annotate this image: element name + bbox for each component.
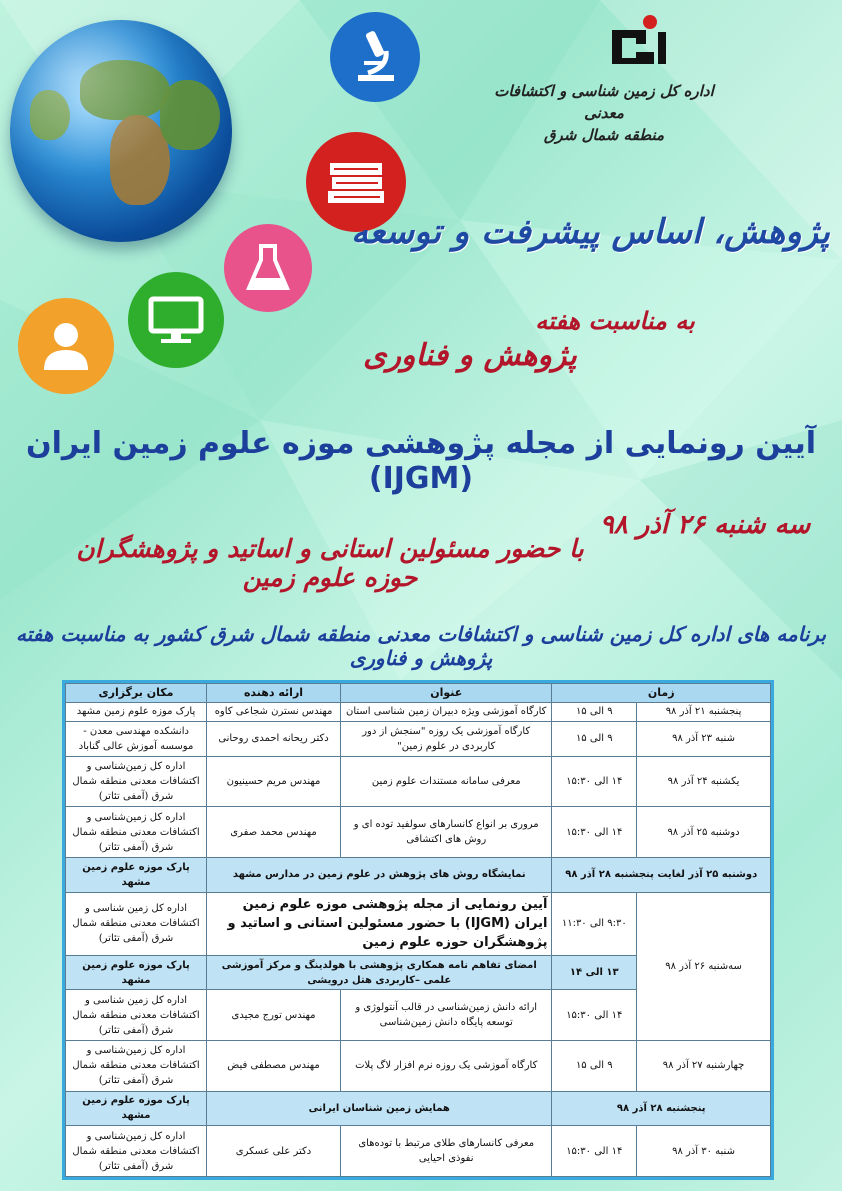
col-header-place: مکان برگزاری: [66, 684, 207, 703]
user-icon: [18, 298, 114, 394]
cell-hour: ۹:۳۰ الی ۱۱:۳۰: [552, 892, 637, 955]
cell-day: پنجشنبه ۲۸ آذر ۹۸: [552, 1091, 771, 1126]
main-title: آیین رونمایی از مجله پژوهشی موزه علوم زمین ایران (IJGM): [25, 426, 817, 496]
cell-place: اداره کل زمین شناسی و اکتشافات معدنی منطقه شمال شرق (آمفی تئاتر): [66, 892, 207, 955]
table-row: [66, 702, 771, 721]
cell-place: دانشکده مهندسی معدن - موسسه آموزش عالی گناباد: [66, 721, 207, 756]
table-header-row: [66, 684, 771, 703]
table-row: [66, 1041, 771, 1092]
cell-day: یکشنبه ۲۴ آذر ۹۸: [637, 756, 771, 807]
org-line-2: منطقه شمال شرق: [543, 126, 665, 144]
cell-place: اداره کل زمین شناسی و اکتشافات معدنی منطقه شمال شرق (آمفی تئاتر): [66, 990, 207, 1041]
schedule-table: [65, 683, 771, 1177]
org-line-1: اداره کل زمین شناسی و اکتشافات معدنی: [494, 82, 714, 122]
monitor-icon: [128, 272, 224, 368]
cell-presenter: مهندس محمد صفری: [207, 807, 341, 858]
slogan: پژوهش، اساس پیشرفت و توسعه: [350, 212, 830, 252]
cell-day: دوشنبه ۲۵ آذر ۹۸: [637, 807, 771, 858]
cell-presenter: دکتر علی عسکری: [207, 1126, 341, 1177]
cell-title: کارگاه آموزشی یک روزه نرم افزار لاگ پلات: [340, 1041, 552, 1092]
cell-presenter: دکتر ریحانه احمدی روحانی: [207, 721, 341, 756]
cell-title: معرفی سامانه مستندات علوم زمین: [340, 756, 552, 807]
cell-hour: ۹ الی ۱۵: [552, 702, 637, 721]
cell-place: پارک موزه علوم زمین مشهد: [66, 857, 207, 892]
organization-name: [474, 80, 734, 146]
cell-title: همایش زمین شناسان ایرانی: [207, 1091, 552, 1126]
cell-title: امضای تفاهم نامه همکاری پژوهشی با هولدینگ و مرکز آموزشی علمی –کاربردی هتل درویشی: [207, 955, 552, 990]
cell-hour: ۹ الی ۱۵: [552, 1041, 637, 1092]
cell-hour: ۱۴ الی ۱۵:۳۰: [552, 1126, 637, 1177]
cell-day: شنبه ۳۰ آذر ۹۸: [637, 1126, 771, 1177]
cell-day: سه‌شنبه ۲۶ آذر ۹۸: [637, 892, 771, 1041]
cell-title: ارائه دانش زمین‌شناسی در قالب آنتولوژی و توسعه پایگاه دانش زمین‌شناسی: [340, 990, 552, 1041]
table-row: [66, 1126, 771, 1177]
cell-day: شنبه ۲۳ آذر ۹۸: [637, 721, 771, 756]
schedule-table-frame: [62, 680, 774, 1180]
col-header-time: زمان: [552, 684, 771, 703]
table-row: [66, 756, 771, 807]
cell-place: اداره کل زمین‌شناسی و اکتشافات معدنی منطقه شمال شرق (آمفی تئاتر): [66, 1041, 207, 1092]
occasion-line-2: پژوهش و فناوری: [363, 338, 577, 373]
table-row-highlight: [66, 1091, 771, 1126]
cell-hour: ۱۴ الی ۱۵:۳۰: [552, 990, 637, 1041]
logo-icon: [606, 10, 670, 66]
cell-place: اداره کل زمین‌شناسی و اکتشافات معدنی منطقه شمال شرق (آمفی تئاتر): [66, 756, 207, 807]
cell-title: کارگاه آموزشی ویژه دبیران زمین شناسی استان: [340, 702, 552, 721]
table-row: [66, 807, 771, 858]
cell-hour: ۱۴ الی ۱۵:۳۰: [552, 807, 637, 858]
col-header-title: عنوان: [340, 684, 552, 703]
cell-title: نمایشگاه روش های پژوهش در علوم زمین در مدارس مشهد: [207, 857, 552, 892]
cell-title: معرفی کانسارهای طلای مرتبط با توده‌های نفوذی احیایی: [340, 1126, 552, 1177]
table-row: [66, 721, 771, 756]
event-date: سه شنبه ۲۶ آذر ۹۸: [599, 510, 811, 540]
col-header-presenter: ارائه دهنده: [207, 684, 341, 703]
cell-title: مروری بر انواع کانسارهای سولفید توده ای و روش های اکتشافی: [340, 807, 552, 858]
cell-hour: ۱۴ الی ۱۵:۳۰: [552, 756, 637, 807]
occasion-line-1: به مناسبت هفته: [535, 306, 695, 335]
cell-presenter: مهندس تورج مجیدی: [207, 990, 341, 1041]
cell-presenter: مهندس نسترن شجاعی کاوه: [207, 702, 341, 721]
attendance-note: با حضور مسئولین استانی و اساتید و پژوهشگران حوزه علوم زمین: [76, 534, 584, 592]
table-row: [66, 892, 771, 955]
cell-place: پارک موزه علوم زمین مشهد: [66, 955, 207, 990]
cell-day: پنجشنبه ۲۱ آذر ۹۸: [637, 702, 771, 721]
cell-hour: ۹ الی ۱۵: [552, 721, 637, 756]
cell-title: کارگاه آموزشی یک روزه "سنجش از دور کاربردی در علوم زمین": [340, 721, 552, 756]
table-row-highlight: [66, 857, 771, 892]
program-title: برنامه های اداره کل زمین شناسی و اکتشافات معدنی منطقه شمال شرق کشور به مناسبت هفته پژوهش و فناوری: [15, 622, 827, 670]
microscope-icon: [330, 12, 420, 102]
cell-hour: ۱۳ الی ۱۴: [552, 955, 637, 990]
cell-place: اداره کل زمین‌شناسی و اکتشافات معدنی منطقه شمال شرق (آمفی تئاتر): [66, 807, 207, 858]
globe-icon: [10, 20, 232, 242]
cell-presenter: مهندس مریم حسینیون: [207, 756, 341, 807]
cell-place: اداره کل زمین‌شناسی و اکتشافات معدنی منطقه شمال شرق (آمفی تئاتر): [66, 1126, 207, 1177]
cell-place: پارک موزه علوم زمین مشهد: [66, 1091, 207, 1126]
cell-day: دوشنبه ۲۵ آذر لغایت پنجشنبه ۲۸ آذر ۹۸: [552, 857, 771, 892]
cell-presenter: مهندس مصطفی فیض: [207, 1041, 341, 1092]
cell-day: چهارشنبه ۲۷ آذر ۹۸: [637, 1041, 771, 1092]
cell-place: پارک موزه علوم زمین مشهد: [66, 702, 207, 721]
cell-title-featured: آیین رونمایی از مجله پژوهشی موزه علوم زمین ایران (IJGM) با حضور مسئولین استانی و اساتید و پژوهشگران حوزه علوم زمین: [207, 892, 552, 955]
